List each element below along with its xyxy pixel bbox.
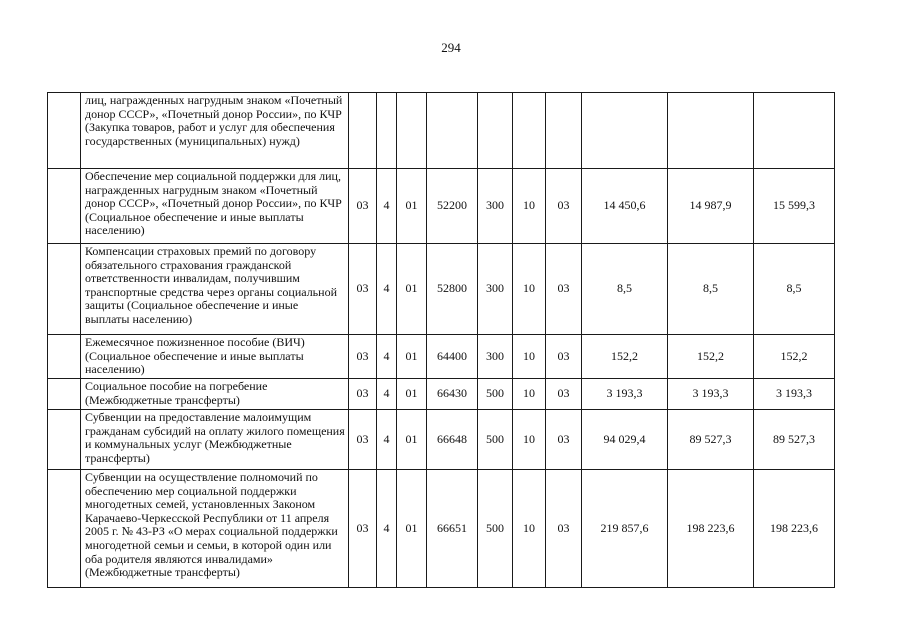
code-activity: 01 xyxy=(397,470,427,588)
page-number: 294 xyxy=(441,40,461,55)
code-activity: 01 xyxy=(397,244,427,335)
amount-year-1: 152,2 xyxy=(582,335,668,379)
code-subchapter xyxy=(546,93,582,169)
row-spacer-cell xyxy=(48,470,81,588)
table-row xyxy=(48,379,835,410)
amount-year-2: 3 193,3 xyxy=(668,379,754,410)
row-description: Субвенции на предоставление малоимущим гражданам субсидий на оплату жилого помещения и коммунальных услуг (Межбюджетные трансферты) xyxy=(81,410,349,470)
code-subprogram: 4 xyxy=(377,470,397,588)
amount-year-2: 198 223,6 xyxy=(668,470,754,588)
code-subprogram: 4 xyxy=(377,244,397,335)
table-row xyxy=(48,470,835,588)
code-expense-type: 500 xyxy=(478,410,513,470)
table-row xyxy=(48,244,835,335)
amount-year-1: 3 193,3 xyxy=(582,379,668,410)
code-expense-type: 300 xyxy=(478,169,513,244)
code-direction: 52800 xyxy=(427,244,478,335)
amount-year-3 xyxy=(754,93,835,169)
code-activity: 01 xyxy=(397,169,427,244)
amount-year-2: 14 987,9 xyxy=(668,169,754,244)
amount-year-1: 94 029,4 xyxy=(582,410,668,470)
row-spacer-cell xyxy=(48,169,81,244)
code-direction: 64400 xyxy=(427,335,478,379)
code-chapter: 10 xyxy=(513,470,546,588)
code-chapter: 10 xyxy=(513,410,546,470)
amount-year-3: 15 599,3 xyxy=(754,169,835,244)
code-subchapter: 03 xyxy=(546,379,582,410)
amount-year-3: 198 223,6 xyxy=(754,470,835,588)
row-spacer-cell xyxy=(48,379,81,410)
row-spacer-cell xyxy=(48,410,81,470)
code-section: 03 xyxy=(349,379,377,410)
code-subprogram: 4 xyxy=(377,379,397,410)
row-spacer-cell xyxy=(48,335,81,379)
code-subchapter: 03 xyxy=(546,410,582,470)
code-section: 03 xyxy=(349,410,377,470)
amount-year-3: 152,2 xyxy=(754,335,835,379)
amount-year-1: 219 857,6 xyxy=(582,470,668,588)
row-spacer-cell xyxy=(48,93,81,169)
amount-year-1: 8,5 xyxy=(582,244,668,335)
row-description: Субвенции на осуществление полномочий по обеспечению мер социальной поддержки многодетных семей, установленных Законом Карачаево-Черкесской Республики от 11 апреля 2005 г. № 43-РЗ «О мерах социальной поддержки многодетной семьи и семьи, в которой один или оба родителя являются инвалидами» (Межбюджетные трансферты) xyxy=(81,470,349,588)
code-subchapter: 03 xyxy=(546,169,582,244)
code-chapter xyxy=(513,93,546,169)
code-activity: 01 xyxy=(397,379,427,410)
code-direction: 66648 xyxy=(427,410,478,470)
row-description: Ежемесячное пожизненное пособие (ВИЧ) (Социальное обеспечение и иные выплаты населению) xyxy=(81,335,349,379)
code-section: 03 xyxy=(349,244,377,335)
row-spacer-cell xyxy=(48,244,81,335)
code-section: 03 xyxy=(349,169,377,244)
code-expense-type xyxy=(478,93,513,169)
row-description: лиц, награжденных нагрудным знаком «Почетный донор СССР», «Почетный донор России», по КЧР (Закупка товаров, работ и услуг для обеспечения государственных (муниципальных) нужд) xyxy=(81,93,349,169)
table-row xyxy=(48,169,835,244)
code-expense-type: 500 xyxy=(478,379,513,410)
code-section: 03 xyxy=(349,470,377,588)
code-direction: 66430 xyxy=(427,379,478,410)
code-chapter: 10 xyxy=(513,335,546,379)
code-chapter: 10 xyxy=(513,169,546,244)
amount-year-1 xyxy=(582,93,668,169)
code-subprogram: 4 xyxy=(377,335,397,379)
code-expense-type: 300 xyxy=(478,244,513,335)
code-activity: 01 xyxy=(397,410,427,470)
code-chapter: 10 xyxy=(513,244,546,335)
amount-year-1: 14 450,6 xyxy=(582,169,668,244)
code-expense-type: 300 xyxy=(478,335,513,379)
code-subprogram: 4 xyxy=(377,410,397,470)
row-description: Социальное пособие на погребение (Межбюджетные трансферты) xyxy=(81,379,349,410)
amount-year-2: 89 527,3 xyxy=(668,410,754,470)
code-subchapter: 03 xyxy=(546,244,582,335)
amount-year-2: 152,2 xyxy=(668,335,754,379)
code-chapter: 10 xyxy=(513,379,546,410)
table-row xyxy=(48,93,835,169)
table-row xyxy=(48,410,835,470)
amount-year-2: 8,5 xyxy=(668,244,754,335)
table-row xyxy=(48,335,835,379)
row-description: Обеспечение мер социальной поддержки для лиц, награжденных нагрудным знаком «Почетный донор СССР», «Почетный донор России», по КЧР (Социальное обеспечение и иные выплаты населению) xyxy=(81,169,349,244)
code-subprogram: 4 xyxy=(377,169,397,244)
code-activity xyxy=(397,93,427,169)
amount-year-3: 8,5 xyxy=(754,244,835,335)
code-expense-type: 500 xyxy=(478,470,513,588)
amount-year-2 xyxy=(668,93,754,169)
code-subchapter: 03 xyxy=(546,335,582,379)
code-direction xyxy=(427,93,478,169)
budget-table xyxy=(47,92,835,588)
amount-year-3: 89 527,3 xyxy=(754,410,835,470)
code-direction: 66651 xyxy=(427,470,478,588)
row-description: Компенсации страховых премий по договору обязательного страхования гражданской ответственности инвалидам, получившим транспортные средства через органы социальной защиты (Социальное обеспечение и иные выплаты населению) xyxy=(81,244,349,335)
code-subchapter: 03 xyxy=(546,470,582,588)
code-direction: 52200 xyxy=(427,169,478,244)
code-section: 03 xyxy=(349,335,377,379)
code-section xyxy=(349,93,377,169)
amount-year-3: 3 193,3 xyxy=(754,379,835,410)
code-subprogram xyxy=(377,93,397,169)
code-activity: 01 xyxy=(397,335,427,379)
